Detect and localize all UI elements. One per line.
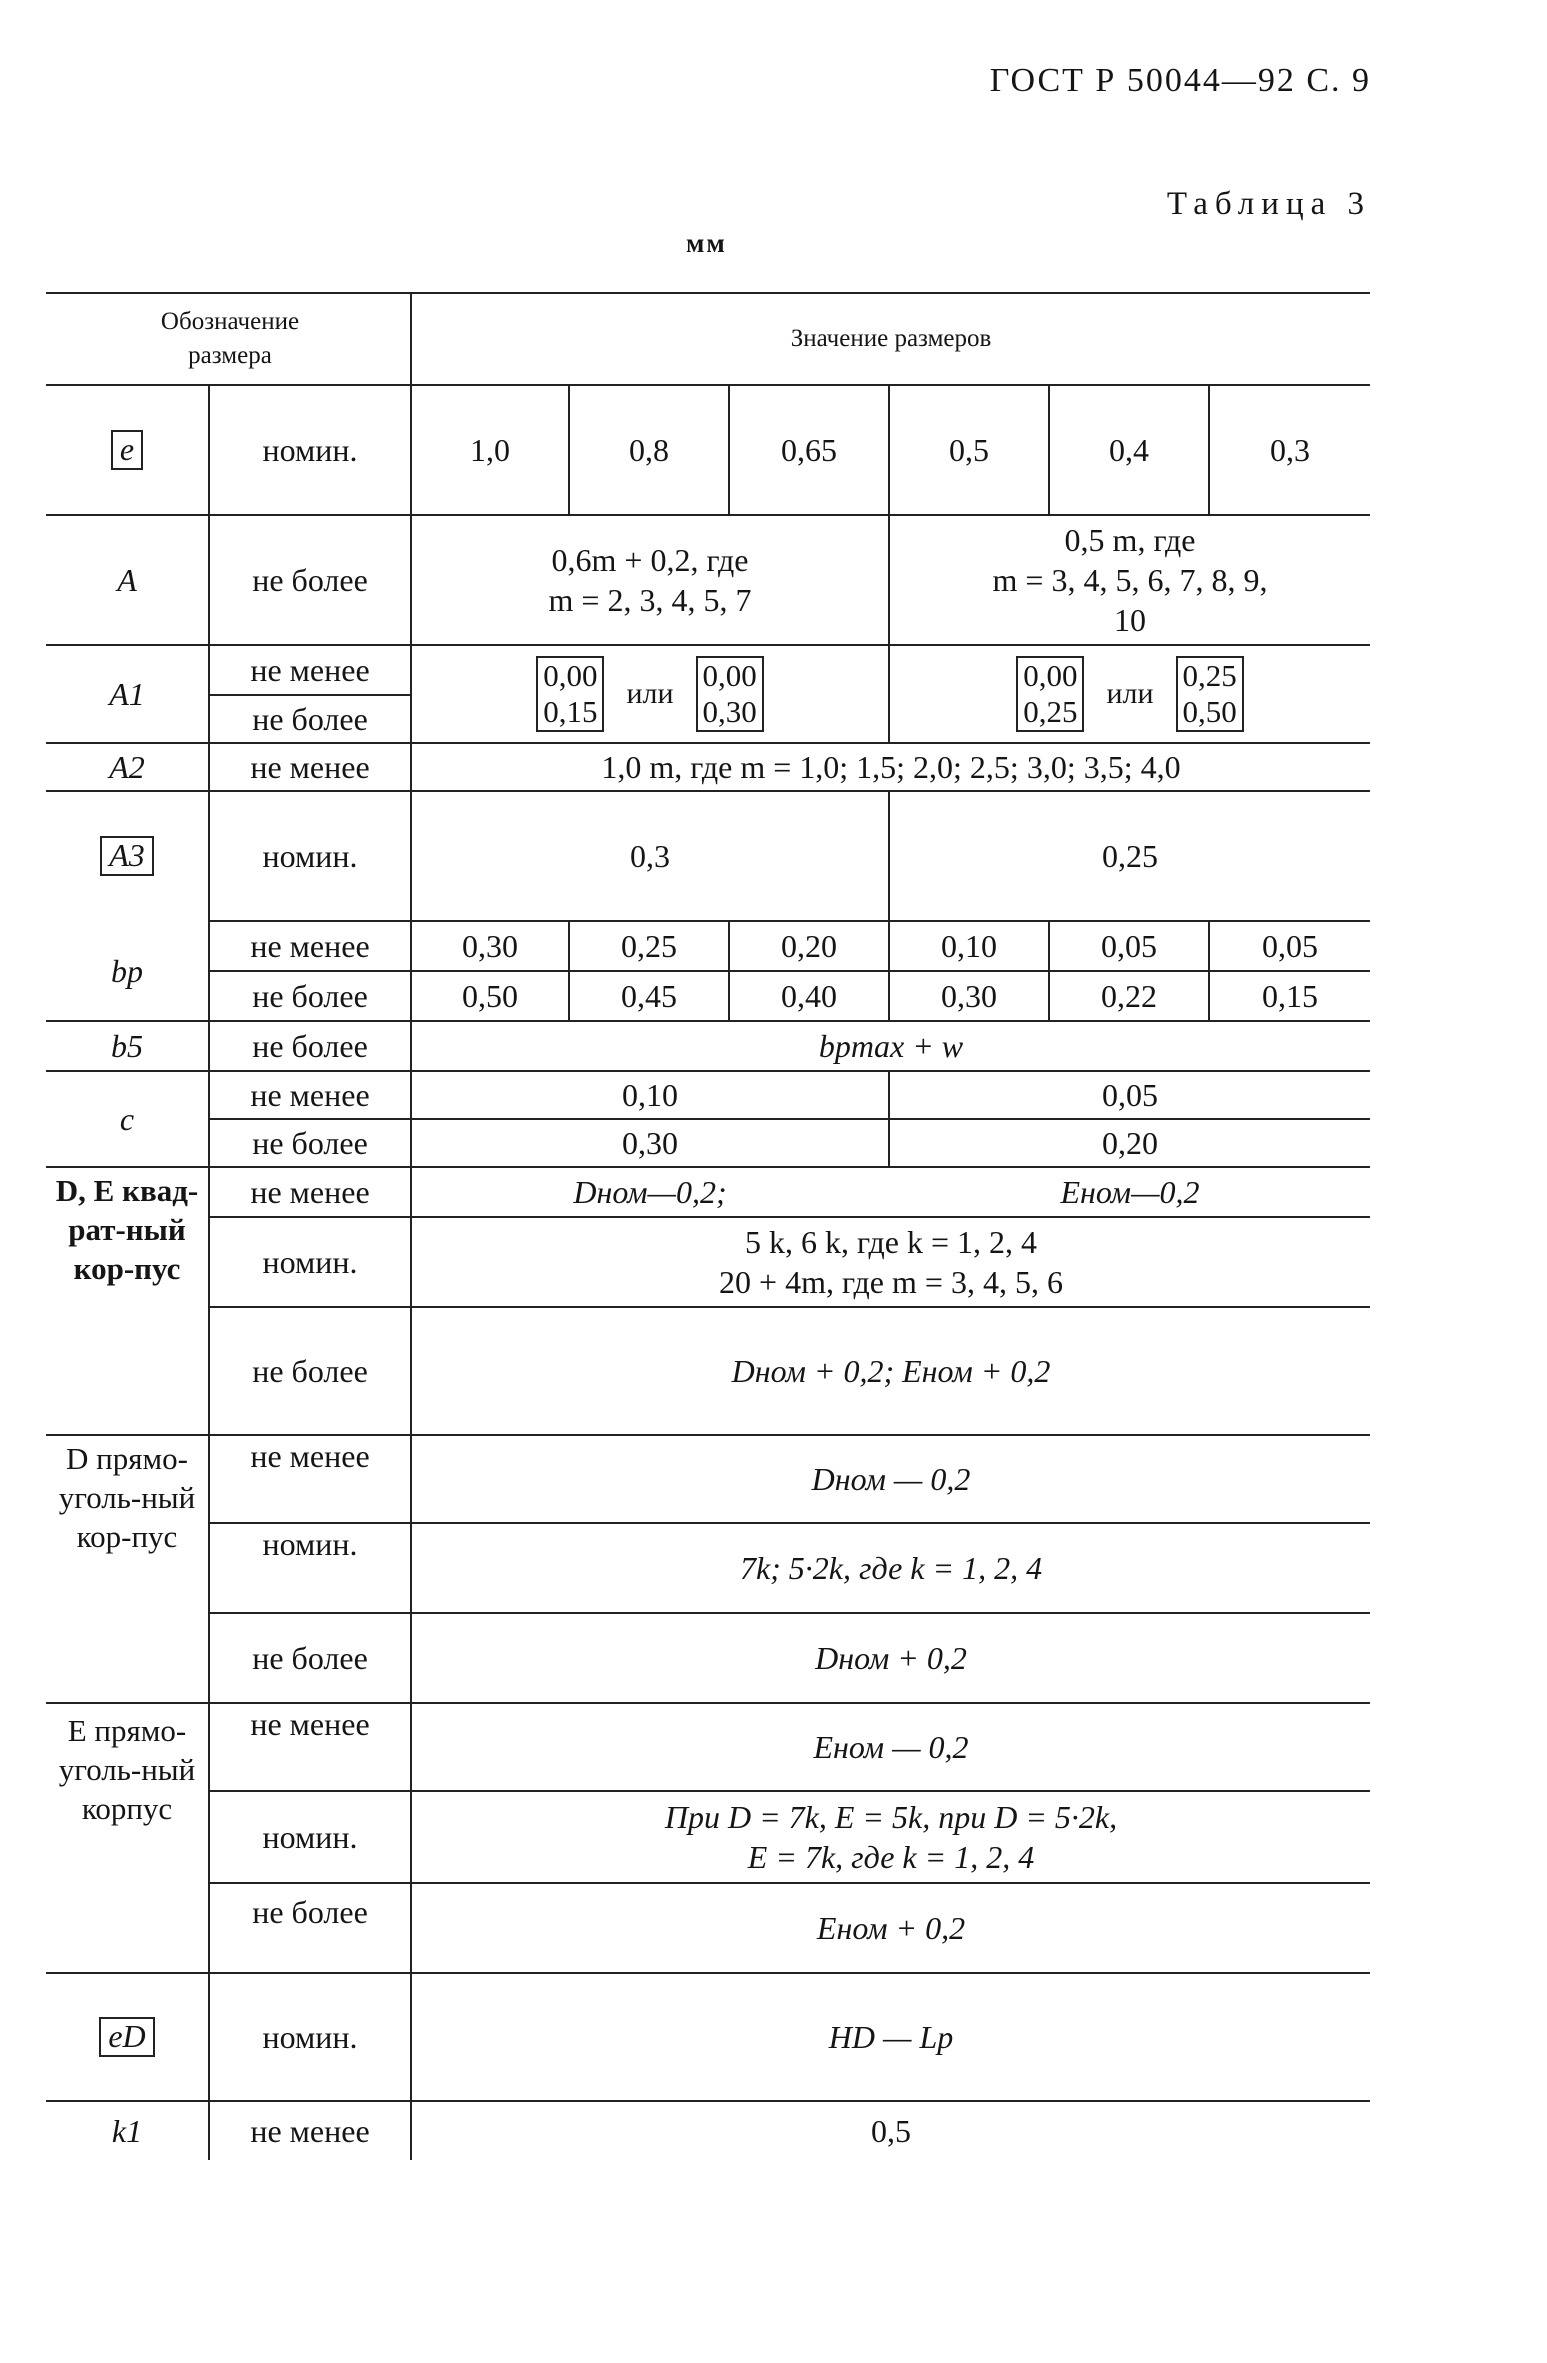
row-a3-right: 0,25 <box>1102 838 1158 874</box>
row-de-square-max: Dном + 0,2; Eном + 0,2 <box>731 1353 1051 1389</box>
row-ed-qualifier: номин. <box>262 2019 358 2055</box>
row-a1-qualifier-max: не более <box>252 701 368 737</box>
row-c-qualifier-max: не более <box>252 1125 368 1161</box>
row-e-rect-nom-line1: При D = 7k, E = 5k, при D = 5·2k, <box>664 1799 1118 1835</box>
row-b5-qualifier: не более <box>252 1028 368 1064</box>
row-de-square-min-right: Eном—0,2 <box>1060 1174 1200 1210</box>
matrix-left-a <box>536 656 604 731</box>
table-caption: Таблица 3 <box>1166 186 1371 222</box>
matrix-left-b-top: 0,00 <box>702 658 757 694</box>
row-de-square-symbol <box>52 1172 202 1430</box>
row-d-rect-min: Dном — 0,2 <box>811 1461 971 1497</box>
row-a-left <box>412 516 888 644</box>
row-a1-right <box>890 646 1370 742</box>
row-d-rect-qualifier-min: не менее <box>250 1438 370 1474</box>
row-c-min-right: 0,05 <box>1102 1077 1158 1113</box>
or-label-right: или <box>1106 677 1154 711</box>
row-e-value-1: 1,0 <box>470 432 510 468</box>
row-d-rect-qualifier-max: не более <box>252 1640 368 1676</box>
row-e-rect-qualifier-max: не более <box>252 1894 368 1930</box>
row-a2-qualifier: не менее <box>250 749 370 785</box>
page-header: ГОСТ Р 50044—92 С. 9 <box>989 62 1371 99</box>
row-e-value-6: 0,3 <box>1270 432 1310 468</box>
row-e-value-4: 0,5 <box>949 432 989 468</box>
row-bp-max-5: 0,22 <box>1101 978 1157 1014</box>
row-e-rect-qualifier-min: не менее <box>250 1706 370 1742</box>
header-values <box>412 296 1370 382</box>
row-d-rect-nom: 7k; 5·2k, где k = 1, 2, 4 <box>739 1550 1043 1586</box>
row-a3-left: 0,3 <box>630 838 670 874</box>
row-bp-qualifier-min: не менее <box>250 928 370 964</box>
matrix-right-a-top: 0,00 <box>1023 658 1078 694</box>
row-de-square-qualifier-min: не менее <box>250 1174 370 1210</box>
row-de-square-qualifier-nom: номин. <box>262 1244 358 1280</box>
row-e-qualifier: номин. <box>262 432 358 468</box>
row-k1-value: 0,5 <box>871 2113 911 2149</box>
row-a-right-line2: m = 3, 4, 5, 6, 7, 8, 9, <box>992 562 1268 598</box>
row-c-min-left: 0,10 <box>622 1077 678 1113</box>
row-e-rect-nom <box>412 1792 1370 1882</box>
row-bp-min-1: 0,30 <box>462 928 518 964</box>
matrix-left-a-top: 0,00 <box>543 658 598 694</box>
unit-label: мм <box>686 228 727 258</box>
row-de-square-min-left: Dном—0,2; <box>573 1174 727 1210</box>
row-c-max-left: 0,30 <box>622 1125 678 1161</box>
row-a-right-line1: 0,5 m, где <box>1064 522 1196 558</box>
row-d-rect-qualifier-nom: номин. <box>262 1526 358 1562</box>
row-k1-symbol: k1 <box>111 2113 143 2149</box>
row-bp-min-3: 0,20 <box>781 928 837 964</box>
row-b5-value: bpmax + w <box>818 1028 964 1064</box>
row-a3-qualifier: номин. <box>262 838 358 874</box>
row-de-square-qualifier-max: не более <box>252 1353 368 1389</box>
row-d-rect-symbol-text: D прямо-уголь-ный кор-пус <box>58 1441 196 1554</box>
row-e-rect-nom-line2: E = 7k, где k = 1, 2, 4 <box>747 1839 1035 1875</box>
row-e-value-2: 0,8 <box>629 432 669 468</box>
row-k1-qualifier: не менее <box>250 2113 370 2149</box>
row-a1-qualifier-min: не менее <box>250 652 370 688</box>
row-e-value-3: 0,65 <box>781 432 837 468</box>
row-bp-symbol: bp <box>111 953 143 989</box>
row-de-square-symbol-text: D, E квад-рат-ный кор-пус <box>55 1173 199 1286</box>
row-c-symbol: c <box>119 1101 135 1137</box>
row-e-symbol <box>46 386 208 514</box>
row-a-left-line1: 0,6m + 0,2, где <box>551 542 749 578</box>
symbol-a3: A3 <box>100 836 154 875</box>
row-e-rect-symbol-text: E прямо-уголь-ный корпус <box>58 1713 196 1826</box>
row-de-square-nom-line2: 20 + 4m, где m = 3, 4, 5, 6 <box>719 1264 1063 1300</box>
row-bp-min-4: 0,10 <box>941 928 997 964</box>
row-a-right <box>890 516 1370 644</box>
row-e-value-5: 0,4 <box>1109 432 1149 468</box>
row-a-symbol: A <box>117 562 137 598</box>
row-a-qualifier: не более <box>252 562 368 598</box>
matrix-left-b <box>696 656 764 731</box>
or-label-left: или <box>626 677 674 711</box>
row-bp-max-6: 0,15 <box>1262 978 1318 1014</box>
matrix-right-b-top: 0,25 <box>1182 658 1237 694</box>
matrix-right-b <box>1176 656 1244 731</box>
row-e-rect-max: Eном + 0,2 <box>816 1910 966 1946</box>
header-designation <box>150 296 310 382</box>
matrix-right-b-bottom: 0,50 <box>1182 694 1237 729</box>
row-b5-symbol: b5 <box>111 1028 143 1064</box>
row-c-max-right: 0,20 <box>1102 1125 1158 1161</box>
row-a2-symbol: A2 <box>109 749 145 785</box>
row-a-left-line2: m = 2, 3, 4, 5, 7 <box>548 582 752 618</box>
symbol-e: e <box>111 430 143 469</box>
matrix-right-a <box>1016 656 1084 731</box>
row-a3-symbol <box>46 792 208 920</box>
row-ed-symbol <box>46 1974 208 2100</box>
row-bp-min-2: 0,25 <box>621 928 677 964</box>
row-c-qualifier-min: не менее <box>250 1077 370 1113</box>
row-de-square-nom <box>412 1218 1370 1306</box>
header-designation-text: Обозначение размера <box>160 308 300 369</box>
row-a1-left <box>412 646 888 742</box>
row-d-rect-symbol <box>52 1440 202 1698</box>
matrix-left-a-bottom: 0,15 <box>543 694 598 729</box>
row-d-rect-max: Dном + 0,2 <box>815 1640 967 1676</box>
row-bp-min-6: 0,05 <box>1262 928 1318 964</box>
row-de-square-nom-line1: 5 k, 6 k, где k = 1, 2, 4 <box>744 1224 1038 1260</box>
matrix-right-a-bottom: 0,25 <box>1023 694 1078 729</box>
row-a-right-line3: 10 <box>1114 602 1146 638</box>
row-e-rect-symbol <box>52 1712 202 1942</box>
row-e-rect-qualifier-nom: номин. <box>262 1819 358 1855</box>
row-bp-qualifier-max: не более <box>252 978 368 1014</box>
row-a2-value: 1,0 m, где m = 1,0; 1,5; 2,0; 2,5; 3,0; 3,5; 4,0 <box>601 749 1181 785</box>
row-bp-max-1: 0,50 <box>462 978 518 1014</box>
row-e-rect-min: Eном — 0,2 <box>813 1729 969 1765</box>
symbol-ed: eD <box>99 2017 154 2056</box>
row-bp-max-3: 0,40 <box>781 978 837 1014</box>
grid-line <box>46 292 1370 294</box>
row-bp-max-2: 0,45 <box>621 978 677 1014</box>
row-a1-symbol: A1 <box>109 676 145 712</box>
row-bp-min-5: 0,05 <box>1101 928 1157 964</box>
row-bp-max-4: 0,30 <box>941 978 997 1014</box>
row-ed-value: HD — Lp <box>828 2019 954 2055</box>
header-values-text: Значение размеров <box>790 325 992 353</box>
matrix-left-b-bottom: 0,30 <box>702 694 757 729</box>
